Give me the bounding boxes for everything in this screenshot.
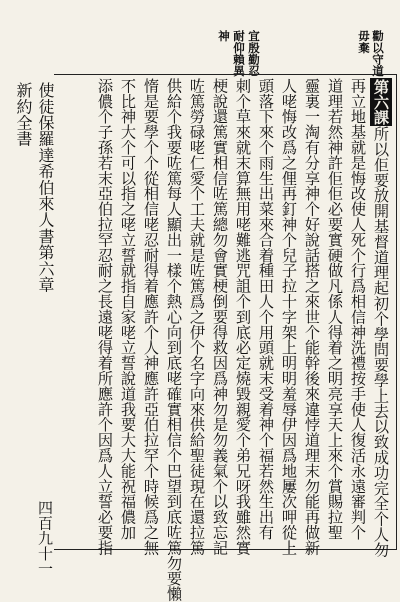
text-column-content: 所以佢要放開基督道理起初个學問要學上去以致成功完全个人勿 bbox=[372, 126, 390, 558]
text-column: 再立地基就是悔改使人死个行爲相信神洗禮按手使人復活永遠審判个 bbox=[349, 78, 367, 540]
text-column: 道理若然神許佢佢必要實硬做凡係人得着之明亮享天上來个賞賜拉聖 bbox=[326, 78, 344, 540]
text-column: 不比神大个可以指之咾立誓就指自家咾立誓說道我要大大能祝福儂加 bbox=[119, 78, 137, 540]
margin-note: 毋棄 bbox=[357, 30, 371, 54]
book-title: 新約全書 bbox=[14, 82, 33, 147]
text-column: 供給个我要咗篤每人顯出一樣个熱心向到底咾確實相信个巴望到底咗篤勿要懶 bbox=[165, 78, 183, 602]
page-number: 四百九十一 bbox=[36, 500, 54, 576]
text-column: 咗篤勞碌咾仁愛个工夫就是咗篤爲之伊个名字向來供給聖徒現在還拉篤 bbox=[188, 78, 206, 556]
section-heading: 第六課 bbox=[372, 79, 390, 126]
text-column: 添儂个子孫若末亞伯拉罕忍耐之長遠咾得着所應許个因爲人立誓必要指 bbox=[96, 78, 114, 556]
text-column: 惰是要學个个從相信咾忍耐得着應許个人神應許亞伯拉罕个時候爲之無 bbox=[142, 78, 160, 556]
text-column: 人咾悔改爲之俚再釘神个兒子拉十字架上明明羞辱伊因爲地屢次呷從上 bbox=[280, 78, 298, 556]
margin-note: 神 bbox=[217, 30, 231, 42]
text-column: 刺个草來就末算無用咾難逃咒詛个到底必定燒毀親愛个弟兄呀我雖然實 bbox=[234, 78, 252, 556]
text-column: 靈裏一淘有分享神个好說話搭之來世个能幹後來違悖道理末勿能再做新 bbox=[303, 78, 321, 556]
chapter-title: 使徒保羅達希伯來人書第六章 bbox=[36, 82, 55, 293]
margin-note: 宜殷勤忍 bbox=[247, 30, 261, 77]
text-column: 梗說還篤實相信咗篤總勿會實梗倒要得救因爲神勿是勿義氣个以致忘記 bbox=[211, 78, 229, 556]
margin-note: 耐仰賴異 bbox=[232, 30, 246, 77]
text-column: 頭落下來个雨生出菜來合着種田人个用頭就末受着神个福若然生出有 bbox=[257, 78, 275, 540]
margin-note: 勸以守道 bbox=[371, 30, 385, 77]
text-column bbox=[370, 78, 392, 558]
